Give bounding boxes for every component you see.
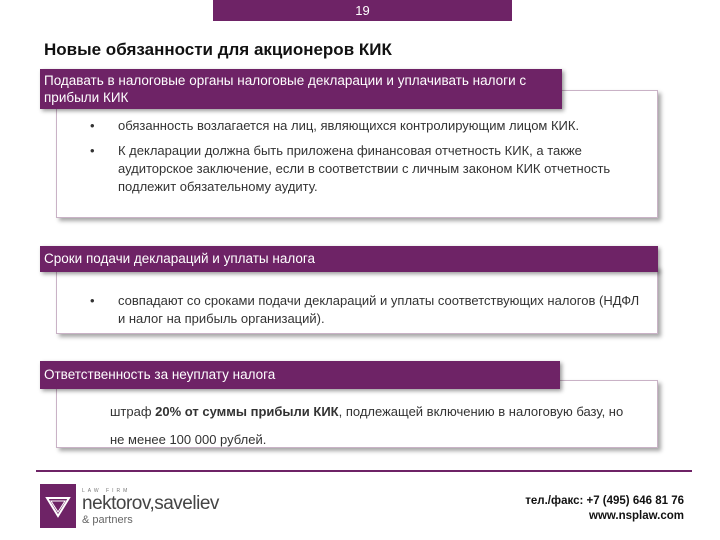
footer-divider: [36, 470, 692, 472]
penalty-prefix: штраф: [110, 404, 156, 419]
phone-fax: тел./факс: +7 (495) 646 81 76: [525, 495, 684, 507]
section-1-bullet-2: • К декларации должна быть приложена финансовая отчетность КИК, а также аудиторское заключение, если в соответствии с личным законом КИК отчетность подлежит обязательному аудиту.: [90, 142, 650, 196]
penalty-text: [110, 398, 630, 454]
logo-partners: & partners: [82, 514, 133, 526]
firm-logo: [82, 488, 219, 526]
section-2-bullets: [90, 292, 650, 335]
penalty-suffix: , подлежащей включению в налоговую базу, но не менее 100 000 рублей.: [110, 404, 624, 447]
slide-title: Новые обязанности для акционеров КИК: [44, 40, 392, 59]
penalty-amount: 20% от суммы прибыли КИК: [155, 404, 339, 419]
logo-firm-name: nektorov,saveliev: [82, 493, 219, 514]
section-2-bullet-1: • совпадают со сроками подачи деклараций и уплаты соответствующих налогов (НДФЛ и налог на прибыль организаций).: [90, 292, 650, 328]
section-1-bullets: [90, 117, 650, 203]
section-1-header: Подавать в налоговые органы налоговые декларации и уплачивать налоги с прибыли КИК: [40, 69, 562, 109]
section-2-header: Сроки подачи деклараций и уплаты налога: [40, 246, 658, 272]
law-firm-emblem-icon: [40, 484, 76, 528]
website-link[interactable]: www.nsplaw.com: [589, 510, 684, 522]
page-number: 19: [213, 0, 512, 21]
contacts: [525, 494, 684, 524]
section-1-bullet-1: • обязанность возлагается на лиц, являющихся контролирующим лицом КИК.: [90, 117, 650, 135]
logo-small-caption: LAW FIRM: [82, 488, 131, 494]
section-3-header: Ответственность за неуплату налога: [40, 361, 560, 389]
